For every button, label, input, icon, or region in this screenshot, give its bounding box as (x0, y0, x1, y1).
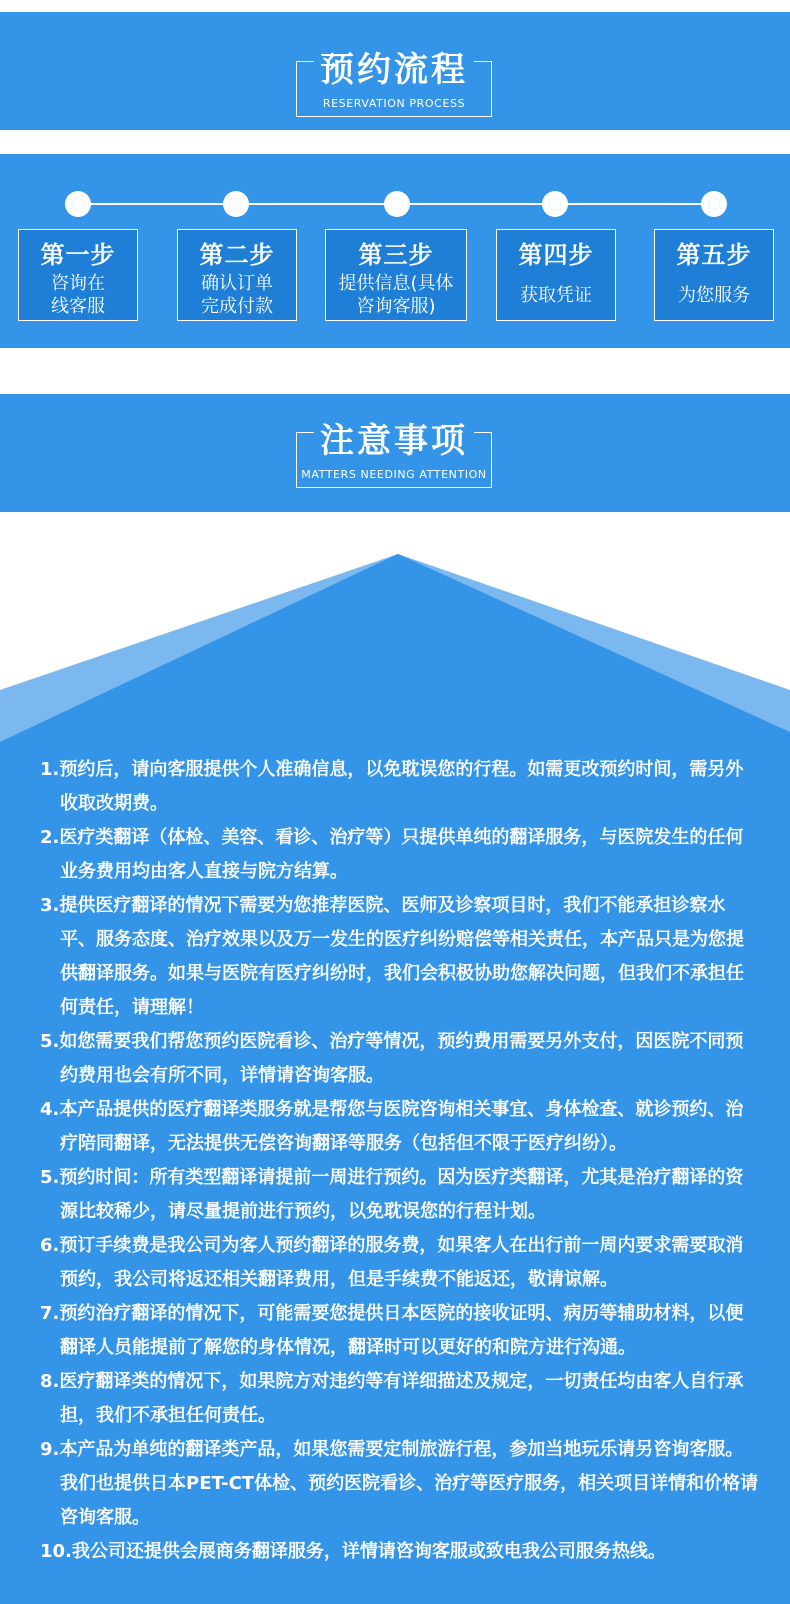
step-3-desc: 提供信息(具体咨询客服) (338, 273, 454, 317)
note-item: 9.本产品为单纯的翻译类产品，如果您需要定制旅游行程，参加当地玩乐请另咨询客服。我们也提供日本PET-CT体检、预约医院看诊、治疗等医疗服务，相关项目详情和价格请咨询客服。 (40, 1439, 759, 1528)
notes-subtitle: MATTERS NEEDING ATTENTION (301, 468, 487, 481)
reservation-header-band (0, 12, 790, 130)
step-5-desc: 为您服务 (678, 284, 750, 306)
notes-header-band (0, 394, 790, 512)
note-item: 5.预约时间：所有类型翻译请提前一周进行预约。因为医疗类翻译，尤其是治疗翻译的资源比较稀少，请尽量提前进行预约，以免耽误您的行程计划。 (40, 1167, 744, 1222)
note-item: 7.预约治疗翻译的情况下，可能需要您提供日本医院的接收证明、病历等辅助材料，以便翻译人员能提前了解您的身体情况，翻译时可以更好的和院方进行沟通。 (40, 1303, 744, 1358)
step-1-box (18, 229, 138, 321)
reservation-title-frame (296, 50, 492, 117)
note-item: 10.我公司还提供会展商务翻译服务，详情请咨询客服或致电我公司服务热线。 (40, 1541, 666, 1562)
reservation-subtitle: RESERVATION PROCESS (322, 97, 466, 110)
step-4-box (496, 229, 616, 321)
step-4-title: 第四步 (518, 241, 594, 269)
step-2-desc: 确认订单完成付款 (201, 273, 273, 317)
reservation-title: 预约流程 (314, 42, 474, 91)
step-2-box (177, 229, 297, 321)
timeline-dot-5 (701, 191, 727, 217)
notes-title-frame (296, 421, 492, 488)
note-item: 2.医疗类翻译（体检、美容、看诊、治疗等）只提供单纯的翻译服务，与医院发生的任何业务费用均由客人直接与院方结算。 (40, 827, 744, 882)
step-1-desc: 咨询在线客服 (51, 273, 105, 317)
timeline-dot-4 (542, 191, 568, 217)
step-4-desc: 获取凭证 (520, 284, 592, 306)
timeline-dot-3 (384, 191, 410, 217)
step-1-title: 第一步 (40, 241, 116, 269)
timeline-dot-2 (223, 191, 249, 217)
notes-title: 注意事项 (314, 413, 474, 462)
note-item: 3.提供医疗翻译的情况下需要为您推荐医院、医师及诊察项目时，我们不能承担诊察水平、服务态度、治疗效果以及万一发生的医疗纠纷赔偿等相关责任，本产品只是为您提供翻译服务。如果与医院有医疗纠纷时，我们会积极协助您解决问题，但我们不承担任何责任，请理解！ (40, 895, 744, 1018)
note-item: 6.预订手续费是我公司为客人预约翻译的服务费，如果客人在出行前一周内要求需要取消预约，我公司将返还相关翻译费用，但是手续费不能返还，敬请谅解。 (40, 1235, 744, 1290)
note-item: 1.预约后，请向客服提供个人准确信息，以免耽误您的行程。如需更改预约时间，需另外收取改期费。 (40, 759, 744, 814)
step-2-title: 第二步 (199, 241, 275, 269)
note-item: 8.医疗翻译类的情况下，如果院方对违约等有详细描述及规定，一切责任均由客人自行承担，我们不承担任何责任。 (40, 1371, 744, 1426)
note-item: 5.如您需要我们帮您预约医院看诊、治疗等情况，预约费用需要另外支付，因医院不同预约费用也会有所不同，详情请咨询客服。 (40, 1031, 744, 1086)
note-item: 4.本产品提供的医疗翻译类服务就是帮您与医院咨询相关事宜、身体检查、就诊预约、治疗陪同翻译，无法提供无偿咨询翻译等服务（包括但不限于医疗纠纷）。 (40, 1099, 744, 1154)
notes-area (0, 512, 790, 1604)
step-5-title: 第五步 (676, 241, 752, 269)
step-3-title: 第三步 (358, 241, 434, 269)
step-5-box (654, 229, 774, 321)
notes-list (0, 753, 790, 1569)
timeline-dot-1 (65, 191, 91, 217)
step-3-box (325, 229, 467, 321)
